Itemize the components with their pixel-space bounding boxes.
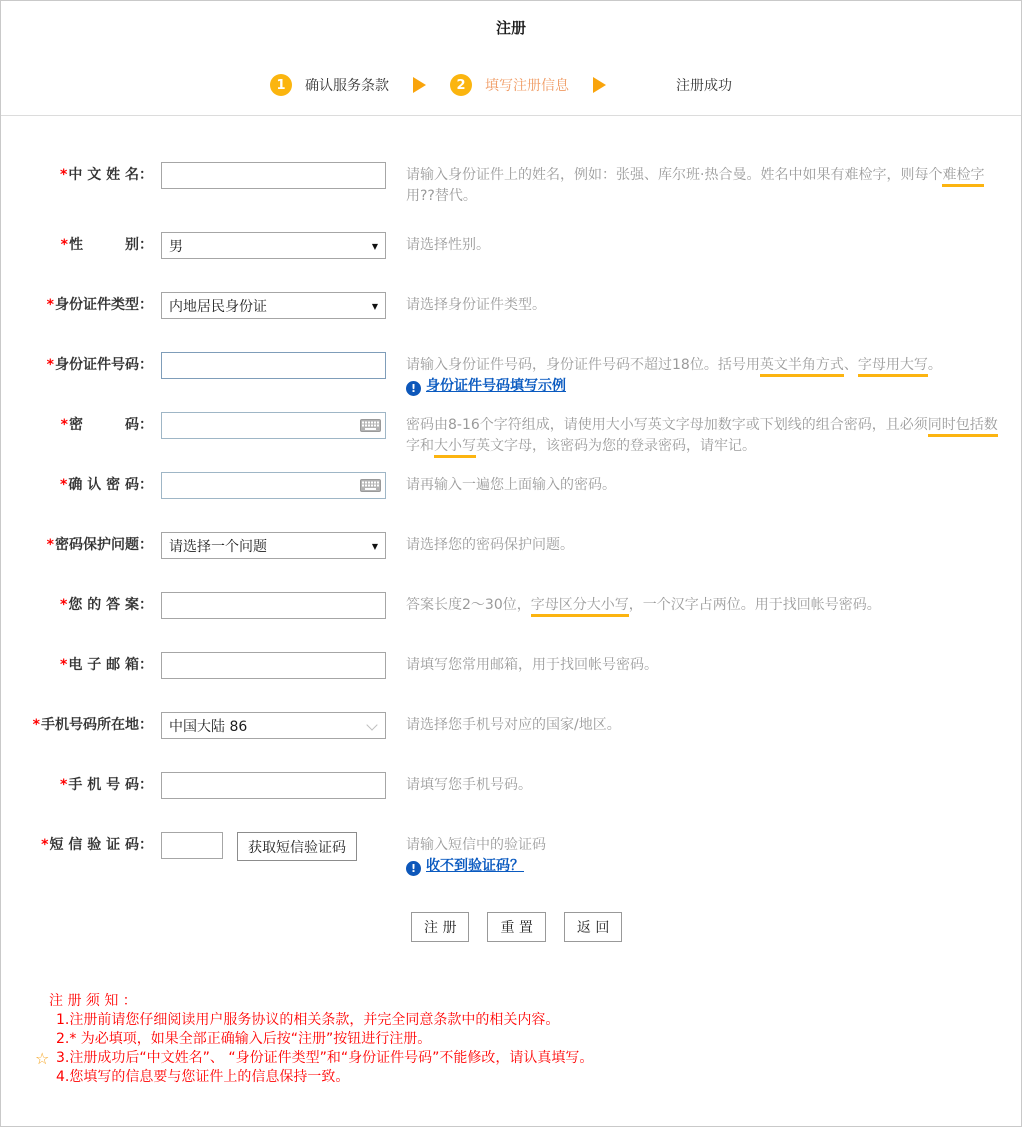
back-button[interactable]: 返 回 — [564, 912, 622, 942]
step-1-confirm-terms — [270, 74, 389, 96]
required-asterisk: * — [60, 477, 68, 493]
step-2-number-badge: 2 — [450, 74, 472, 96]
arrow-right-icon — [593, 77, 606, 93]
field-hint-security-question: 请选择您的密码保护问题。 — [406, 537, 574, 553]
field-cell-email — [153, 652, 406, 679]
field-label-confirm-password: *确 认 密 码： — [60, 477, 153, 493]
highlight-underline: 大小写 — [434, 438, 476, 458]
registration-notes — [31, 992, 1021, 1087]
keyboard-icon — [360, 419, 381, 432]
field-hint-sms-code: 请输入短信中的验证码 ! 收不到验证码？ — [406, 837, 546, 875]
field-hint-phone-number: 请填写您手机号码。 — [406, 777, 532, 793]
security-question-selected-value: 请选择一个问题 — [169, 538, 267, 555]
dropdown-arrow-icon: ▼ — [371, 242, 378, 251]
register-button[interactable]: 注 册 — [411, 912, 469, 942]
required-asterisk: * — [60, 167, 68, 183]
required-asterisk: * — [60, 237, 68, 253]
step-1-number-badge: 1 — [270, 74, 292, 96]
field-label-chinese-name: *中 文 姓 名： — [60, 167, 153, 183]
note-item-1: 1.注册前请您仔细阅读用户服务协议的相关条款，并完全同意条款中的相关内容。 — [56, 1012, 560, 1028]
confirm-password-input[interactable] — [161, 472, 386, 499]
form-row-gender — [1, 232, 1021, 292]
note-item-3 — [31, 1049, 1021, 1068]
sms-code-input[interactable] — [161, 832, 223, 859]
field-cell-security-question — [153, 532, 406, 559]
required-asterisk: * — [60, 417, 68, 433]
reset-button[interactable]: 重 置 — [487, 912, 545, 942]
step-3-success — [630, 75, 752, 95]
star-icon: ☆ — [35, 1049, 50, 1068]
phone-number-input[interactable] — [161, 772, 386, 799]
chevron-down-icon — [366, 719, 377, 730]
form-row-password — [1, 412, 1021, 472]
field-label-id-type: *身份证件类型： — [46, 297, 153, 313]
form-row-confirm-password — [1, 472, 1021, 532]
form-row-id-type — [1, 292, 1021, 352]
phone-region-select[interactable] — [161, 712, 386, 739]
note-item-4: 4.您填写的信息要与您证件上的信息保持一致。 — [56, 1069, 350, 1085]
form-row-phone-region — [1, 712, 1021, 772]
field-label-sms-code: *短 信 验 证 码： — [41, 837, 153, 853]
required-asterisk: * — [46, 297, 54, 313]
field-cell-confirm-password — [153, 472, 406, 499]
form-row-security-question — [1, 532, 1021, 592]
get-sms-code-button[interactable]: 获取短信验证码 — [237, 832, 357, 861]
required-asterisk: * — [60, 597, 68, 613]
notes-title: 注 册 须 知 ： — [49, 993, 137, 1009]
field-cell-password — [153, 412, 406, 439]
field-label-id-number: *身份证件号码： — [46, 357, 153, 373]
form-row-email — [1, 652, 1021, 712]
form-row-phone-number — [1, 772, 1021, 832]
field-cell-phone-number — [153, 772, 406, 799]
form-actions — [411, 912, 1021, 942]
field-hint-password: 密码由8-16个字符组成，请使用大小写英文字母加数字或下划线的组合密码，且必须同时包括数字和大小写英文字母，该密码为您的登录密码，请牢记。 — [406, 415, 1021, 457]
field-label-security-answer: *您 的 答 案： — [60, 597, 153, 613]
required-asterisk: * — [32, 717, 40, 733]
security-question-select[interactable] — [161, 532, 386, 559]
page-title: 注册 — [495, 19, 526, 37]
field-hint-id-type: 请选择身份证件类型。 — [406, 297, 546, 313]
field-label-email: *电 子 邮 箱： — [60, 657, 153, 673]
field-hint-chinese-name: 请输入身份证件上的姓名，例如：张强、库尔班·热合曼。姓名中如果有难检字，则每个难检字用??替代。 — [406, 167, 985, 204]
step-indicator — [1, 74, 1021, 96]
security-answer-input[interactable] — [161, 592, 386, 619]
form-row-id-number — [1, 352, 1021, 412]
field-cell-gender — [153, 232, 406, 259]
confirm-password-wrapper — [161, 472, 386, 499]
field-cell-chinese-name — [153, 162, 406, 189]
field-label-phone-region: *手机号码所在地： — [32, 717, 153, 733]
step-2-fill-info — [450, 74, 569, 96]
highlight-underline: 同时包括数 — [928, 417, 998, 437]
field-hint-id-number: 请输入身份证件号码，身份证件号码不超过18位。括号用英文半角方式、字母用大写。 ! 身份证件号码填写示例 — [406, 357, 942, 395]
step-2-label: 填写注册信息 — [485, 78, 569, 94]
id-type-select[interactable] — [161, 292, 386, 319]
field-cell-sms-code — [153, 832, 406, 861]
id-number-help-link[interactable]: 身份证件号码填写示例 — [426, 378, 566, 394]
sms-code-help-link[interactable]: 收不到验证码？ — [426, 858, 524, 874]
gender-select[interactable] — [161, 232, 386, 259]
highlight-underline: 英文半角方式 — [760, 357, 844, 377]
arrow-right-icon — [413, 77, 426, 93]
field-hint-email: 请填写您常用邮箱，用于找回帐号密码。 — [406, 657, 658, 673]
field-cell-id-type — [153, 292, 406, 319]
registration-form — [1, 116, 1021, 892]
form-row-sms-code — [1, 832, 1021, 892]
required-asterisk: * — [60, 777, 68, 793]
field-cell-id-number — [153, 352, 406, 379]
password-input[interactable] — [161, 412, 386, 439]
info-icon[interactable]: ! — [406, 861, 421, 876]
required-asterisk: * — [46, 537, 54, 553]
step-1-label: 确认服务条款 — [305, 78, 389, 94]
step-3-label: 注册成功 — [676, 78, 732, 94]
highlight-underline: 难检字 — [942, 167, 984, 187]
form-row-chinese-name — [1, 162, 1021, 232]
password-wrapper — [161, 412, 386, 439]
note-item-2: 2.* 为必填项，如果全部正确输入后按“注册”按钮进行注册。 — [56, 1031, 432, 1047]
highlight-underline: 字母区分大小写 — [531, 597, 629, 617]
field-label-security-question: *密码保护问题： — [46, 537, 153, 553]
field-hint-phone-region: 请选择您手机号对应的国家/地区。 — [406, 717, 621, 733]
field-hint-confirm-password: 请再输入一遍您上面输入的密码。 — [406, 477, 616, 493]
field-cell-security-answer — [153, 592, 406, 619]
note-item-3-text: 3.注册成功后“中文姓名”、 “身份证件类型”和“身份证件号码”不能修改，请认真填写。 — [56, 1050, 594, 1066]
gender-selected-value: 男 — [169, 238, 183, 255]
id-number-input[interactable] — [161, 352, 386, 379]
keyboard-icon — [360, 479, 381, 492]
highlight-underline: 字母用大写 — [858, 357, 928, 377]
required-asterisk: * — [41, 837, 49, 853]
form-row-security-answer — [1, 592, 1021, 652]
chinese-name-input[interactable] — [161, 162, 386, 189]
field-hint-security-answer: 答案长度2～30位，字母区分大小写，一个汉字占两位。用于找回帐号密码。 — [406, 595, 1021, 616]
field-label-phone-number: *手 机 号 码： — [60, 777, 153, 793]
info-icon[interactable]: ! — [406, 381, 421, 396]
field-label-password: *密 码： — [60, 417, 153, 433]
required-asterisk: * — [60, 657, 68, 673]
page-header — [1, 1, 1021, 116]
email-input[interactable] — [161, 652, 386, 679]
field-hint-gender: 请选择性别。 — [406, 237, 490, 253]
field-label-gender: *性 别： — [60, 237, 153, 253]
id-type-selected-value: 内地居民身份证 — [169, 298, 267, 315]
dropdown-arrow-icon: ▼ — [371, 302, 378, 311]
field-cell-phone-region — [153, 712, 406, 739]
required-asterisk: * — [46, 357, 54, 373]
dropdown-arrow-icon: ▼ — [371, 542, 378, 551]
phone-region-selected-value: 中国大陆 86 — [169, 718, 248, 735]
